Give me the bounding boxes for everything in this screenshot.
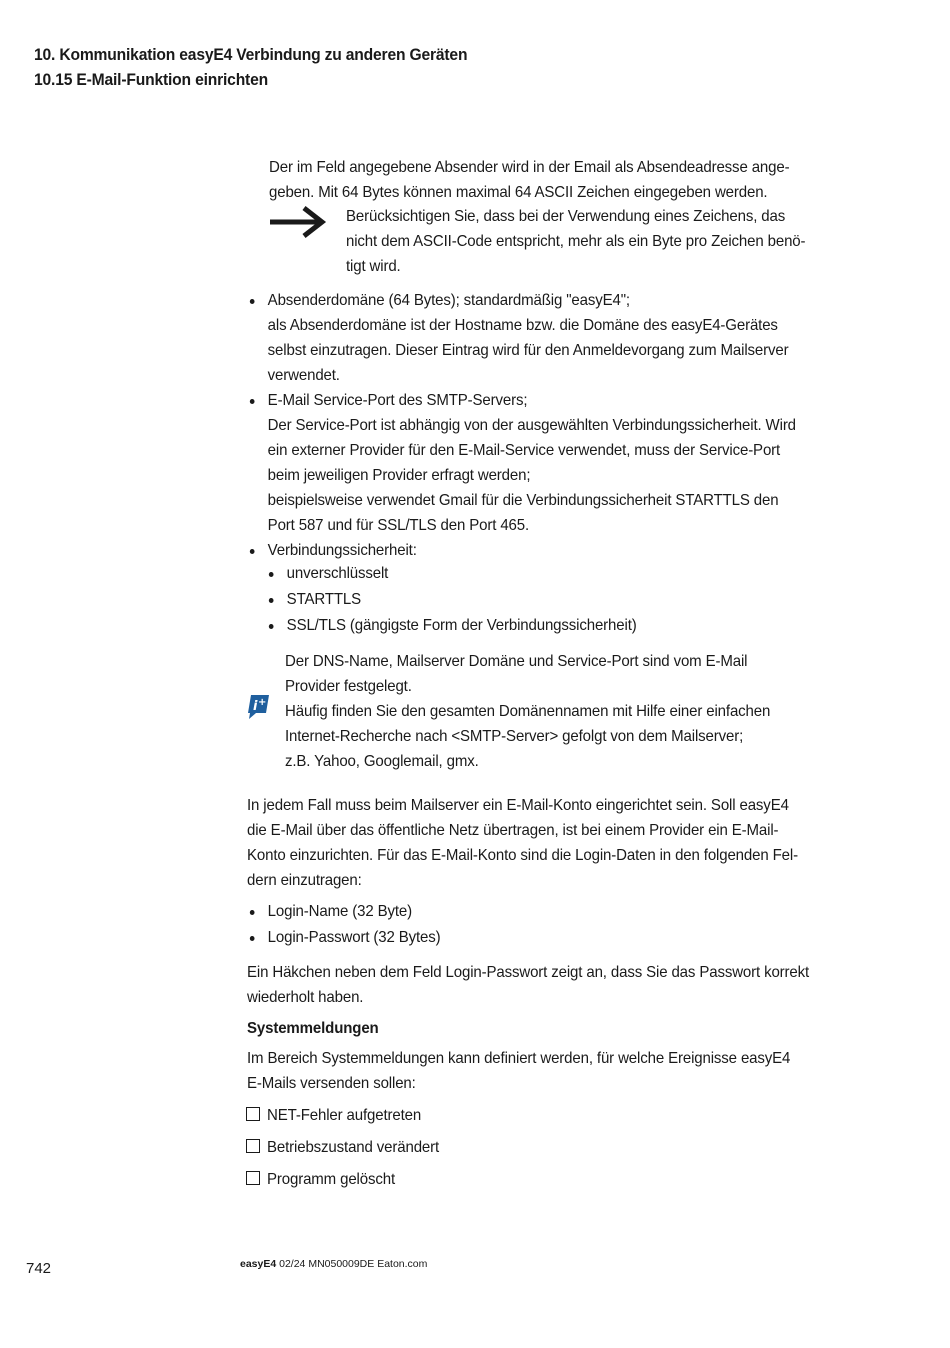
text-line: E-Mails versenden sollen:: [247, 1075, 416, 1092]
text-line: dern einzutragen:: [247, 872, 362, 889]
footer-doc: 02/24 MN050009DE: [279, 1258, 375, 1270]
svg-text:i: i: [253, 699, 258, 714]
text-line: verwendet.: [267, 367, 340, 384]
checkbox-operating-state[interactable]: [246, 1135, 450, 1160]
list-item-label: STARTTLS: [286, 591, 362, 608]
text-line: Port 587 und für SSL/TLS den Port 465.: [267, 517, 530, 534]
text-line: Im Bereich Systemmeldungen kann definiert werden, für welche Ereignisse easyE4: [247, 1050, 791, 1067]
svg-text:+: +: [258, 697, 267, 708]
text-line: In jedem Fall muss beim Mailserver ein E-Mail-Konto eingerichtet sein. Soll easyE4: [247, 797, 789, 814]
list-item: [266, 613, 736, 639]
text-line: E-Mail Service-Port des SMTP-Servers;: [267, 392, 528, 409]
list-item: [247, 899, 717, 925]
checkbox-box[interactable]: [246, 1107, 260, 1121]
section-title: 10.15 E-Mail-Funktion einrichten: [34, 70, 268, 89]
text-line: Konto einzurichten. Für das E-Mail-Konto sind die Login-Daten in den folgenden Fel-: [247, 847, 798, 864]
intro-paragraph: [269, 155, 789, 205]
settings-bullet-list: [247, 288, 858, 563]
footer-product: easyE4: [240, 1258, 277, 1270]
list-item-label: Login-Name (32 Byte): [267, 903, 412, 920]
info-note-text: [285, 649, 770, 774]
arrow-right-icon: [268, 205, 328, 239]
system-paragraph: [247, 1046, 790, 1096]
checkbox-label: Betriebszustand verändert: [267, 1139, 440, 1156]
info-tip-icon: [246, 694, 270, 720]
text-line: beim jeweiligen Provider erfragt werden;: [267, 467, 531, 484]
checkbox-label: Programm gelöscht: [267, 1171, 396, 1188]
login-bullet-list: [247, 899, 717, 951]
text-line: Der im Feld angegebene Absender wird in der Email als Absendeadresse ange-: [269, 159, 790, 176]
text-line: Berücksichtigen Sie, dass bei der Verwendung eines Zeichens, das: [346, 208, 786, 225]
page-number: 742: [26, 1260, 52, 1277]
text-line: Verbindungssicherheit:: [267, 542, 417, 559]
checkbox-net-error[interactable]: [246, 1103, 431, 1128]
checkbox-program-deleted[interactable]: [246, 1167, 403, 1192]
chapter-title: 10. Kommunikation easyE4 Verbindung zu anderen Geräten: [34, 45, 468, 64]
list-item: [247, 925, 717, 951]
account-paragraph: [247, 793, 798, 893]
text-line: die E-Mail über das öffentliche Netz übertragen, ist bei einem Provider ein E-Mail-: [247, 822, 779, 839]
text-line: als Absenderdomäne ist der Hostname bzw. die Domäne des easyE4-Gerätes: [267, 317, 778, 334]
page-header: [34, 42, 467, 92]
text-line: tigt wird.: [346, 258, 401, 275]
list-item-label: Login-Passwort (32 Bytes): [267, 929, 441, 946]
text-line: Der Service-Port ist abhängig von der ausgewählten Verbindungssicherheit. Wird: [267, 417, 796, 434]
checkbox-box[interactable]: [246, 1171, 260, 1185]
text-line: Provider festgelegt.: [285, 678, 412, 695]
checkbox-box[interactable]: [246, 1139, 260, 1153]
list-item: [266, 561, 736, 587]
list-item: [247, 538, 858, 563]
text-line: Häufig finden Sie den gesamten Domänennamen mit Hilfe einer einfachen: [285, 703, 771, 720]
page-footer: [240, 1258, 427, 1270]
list-item: [247, 288, 858, 388]
text-line: wiederholt haben.: [247, 989, 364, 1006]
checkbox-label: NET-Fehler aufgetreten: [267, 1107, 422, 1124]
list-item: [266, 587, 736, 613]
text-line: Ein Häkchen neben dem Feld Login-Passwort zeigt an, dass Sie das Passwort korrekt: [247, 964, 810, 981]
section-heading: Systemmeldungen: [247, 1020, 379, 1037]
text-line: z.B. Yahoo, Googlemail, gmx.: [285, 753, 479, 770]
text-line: Internet-Recherche nach <SMTP-Server> gefolgt von dem Mailserver;: [285, 728, 744, 745]
footer-site: Eaton.com: [377, 1258, 428, 1270]
text-line: Der DNS-Name, Mailserver Domäne und Service-Port sind vom E-Mail: [285, 653, 748, 670]
text-line: Absenderdomäne (64 Bytes); standardmäßig "easyE4";: [267, 292, 630, 309]
text-line: beispielsweise verwendet Gmail für die Verbindungssicherheit STARTTLS den: [267, 492, 779, 509]
text-line: nicht dem ASCII-Code entspricht, mehr als ein Byte pro Zeichen benö-: [346, 233, 806, 250]
security-option-list: [266, 561, 736, 639]
check-paragraph: [247, 960, 809, 1010]
text-line: geben. Mit 64 Bytes können maximal 64 ASCII Zeichen eingegeben werden.: [269, 184, 768, 201]
list-item-label: unverschlüsselt: [286, 565, 389, 582]
text-line: ein externer Provider für den E-Mail-Service verwendet, muss der Service-Port: [267, 442, 781, 459]
list-item-label: SSL/TLS (gängigste Form der Verbindungssicherheit): [286, 617, 637, 634]
text-line: selbst einzutragen. Dieser Eintrag wird für den Anmeldevorgang zum Mailserver: [267, 342, 789, 359]
arrow-note-text: [346, 204, 805, 279]
list-item: [247, 388, 858, 538]
